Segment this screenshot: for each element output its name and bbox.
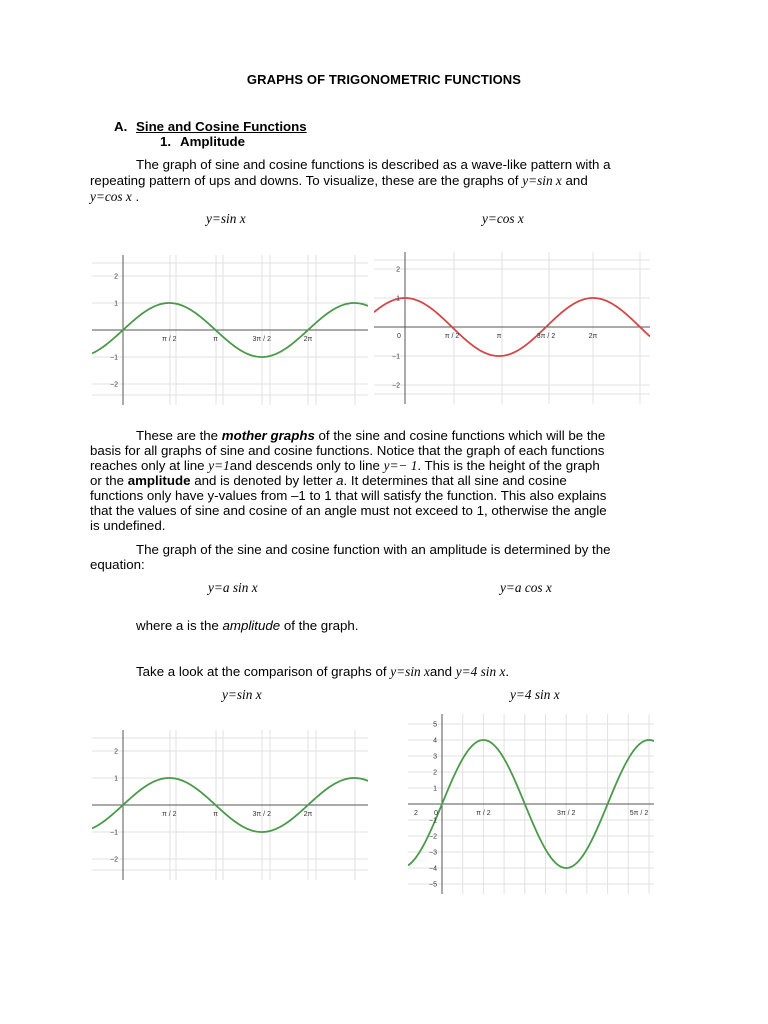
mother-line-2: basis for all graphs of sine and cosine functions. Notice that the graph of each functions xyxy=(90,443,605,458)
x-tick-label: 3π / 2 xyxy=(252,336,271,343)
caption-4sin: y=4 sin x xyxy=(510,687,560,702)
compare-eq-4sin: y=4 sin x xyxy=(455,664,506,679)
where-line xyxy=(136,618,359,633)
y-tick-label: 2 xyxy=(114,748,118,756)
x-tick-label: 2 xyxy=(414,810,418,817)
compare-line xyxy=(136,664,509,680)
where-text: where a is the xyxy=(136,618,223,633)
mother-text: . This is the height of the graph xyxy=(417,458,600,473)
x-tick-label: 3π / 2 xyxy=(536,333,556,340)
amp-line-1: The graph of the sine and cosine function with an amplitude is determined by the xyxy=(136,542,611,557)
compare-and: and xyxy=(429,664,456,679)
mother-text: reaches only at line xyxy=(90,458,209,473)
caption-cos: y=cos x xyxy=(482,211,524,226)
y-tick-label: −1 xyxy=(110,829,118,837)
intro-text: repeating pattern of ups and downs. To visualize, these are the graphs of xyxy=(90,173,519,188)
where-text: of the graph. xyxy=(280,618,359,633)
y-tick-label: −2 xyxy=(392,382,400,390)
intro-line-2 xyxy=(90,173,588,189)
y-tick-label: 2 xyxy=(114,273,118,281)
mother-line-6: that the values of sine and cosine of an angle must not exceed to 1, otherwise the angle xyxy=(90,503,607,518)
y-tick-label: 1 xyxy=(114,300,118,308)
mother-graphs-term: mother graphs xyxy=(221,428,315,443)
y-tick-label: −5 xyxy=(429,881,437,889)
x-tick-label: 3π / 2 xyxy=(556,810,576,817)
x-tick-label: π xyxy=(213,811,218,818)
y-tick-label: 3 xyxy=(433,753,437,761)
y-tick-label: −3 xyxy=(429,849,437,857)
subsection-number: 1. xyxy=(160,134,172,149)
subsection-heading: Amplitude xyxy=(180,134,246,149)
x-tick-label: 2π xyxy=(303,336,313,343)
y-tick-label: 2 xyxy=(396,266,400,274)
y-tick-label: −1 xyxy=(392,353,400,361)
eq-a-cos: y=a cos x xyxy=(500,580,552,595)
sine-graph-2 xyxy=(92,730,368,880)
compare-period: . xyxy=(505,664,510,679)
caption-sin: y=sin x xyxy=(206,211,246,226)
caption-sin-2: y=sin x xyxy=(222,687,262,702)
y-tick-label: 4 xyxy=(433,737,437,745)
x-tick-label: 3π / 2 xyxy=(252,811,271,818)
x-tick-label: π / 2 xyxy=(161,811,177,818)
y-tick-label: −2 xyxy=(110,381,118,389)
eq-y-neg1: y=− 1 xyxy=(383,458,418,473)
eq-y-1: y=1 xyxy=(208,458,230,473)
x-tick-label: 5π / 2 xyxy=(629,810,649,817)
mother-text: or the xyxy=(90,473,128,488)
x-tick-label: π / 2 xyxy=(161,336,177,343)
intro-eq-sin: y=sin x xyxy=(522,173,562,188)
y-tick-label: 1 xyxy=(114,775,118,783)
y-tick-label: 1 xyxy=(396,295,400,303)
x-tick-label: π xyxy=(496,333,502,340)
x-tick-label: 0 xyxy=(397,333,401,340)
x-tick-label: π / 2 xyxy=(476,810,491,817)
section-heading: Sine and Cosine Functions xyxy=(136,119,307,134)
mother-text: and is denoted by letter xyxy=(190,473,337,488)
amp-line-2: equation: xyxy=(90,557,145,572)
section-letter: A. xyxy=(114,119,128,134)
y-tick-label: 5 xyxy=(433,721,437,729)
y-tick-label: −1 xyxy=(110,354,118,362)
four-sine-graph xyxy=(408,714,654,894)
intro-eq-cos: y=cos x xyxy=(90,189,132,204)
cosine-graph xyxy=(374,252,650,404)
intro-line-1: The graph of sine and cosine functions is described as a wave-like pattern with a xyxy=(136,157,611,172)
mother-text: . It determines that all sine and cosine xyxy=(343,473,567,488)
y-tick-label: −2 xyxy=(429,833,437,841)
amplitude-term: amplitude xyxy=(127,473,191,488)
mother-text: and descends only to line xyxy=(229,458,384,473)
intro-and: and xyxy=(565,173,588,188)
mother-text: These are the xyxy=(136,428,222,443)
y-tick-label: −1 xyxy=(429,817,437,825)
y-tick-label: −4 xyxy=(429,865,437,873)
sine-graph xyxy=(92,255,368,405)
amplitude-italic: amplitude xyxy=(222,618,281,633)
y-tick-label: 2 xyxy=(433,769,437,777)
mother-line-7: is undefined. xyxy=(90,518,166,533)
eq-a-sin: y=a sin x xyxy=(208,580,258,595)
y-tick-label: 1 xyxy=(433,785,437,793)
page-title: GRAPHS OF TRIGONOMETRIC FUNCTIONS xyxy=(246,72,522,87)
mother-paragraph xyxy=(90,428,690,533)
y-tick-label: −2 xyxy=(110,856,118,864)
intro-period: . xyxy=(135,189,140,204)
x-tick-label: π xyxy=(213,336,218,343)
x-tick-label: 2π xyxy=(303,811,313,818)
compare-eq-sin: y=sin x xyxy=(390,664,430,679)
mother-line-5: functions only have y-values from –1 to 1 that will satisfy the function. This also explains xyxy=(90,488,607,503)
x-tick-label: 0 xyxy=(434,810,438,817)
x-tick-label: π / 2 xyxy=(444,333,460,340)
compare-text: Take a look at the comparison of graphs of xyxy=(136,664,391,679)
x-tick-label: 2π xyxy=(588,333,598,340)
letter-a: a xyxy=(336,473,344,488)
mother-text: of the sine and cosine functions which will be the xyxy=(314,428,606,443)
intro-line-3 xyxy=(90,189,139,205)
